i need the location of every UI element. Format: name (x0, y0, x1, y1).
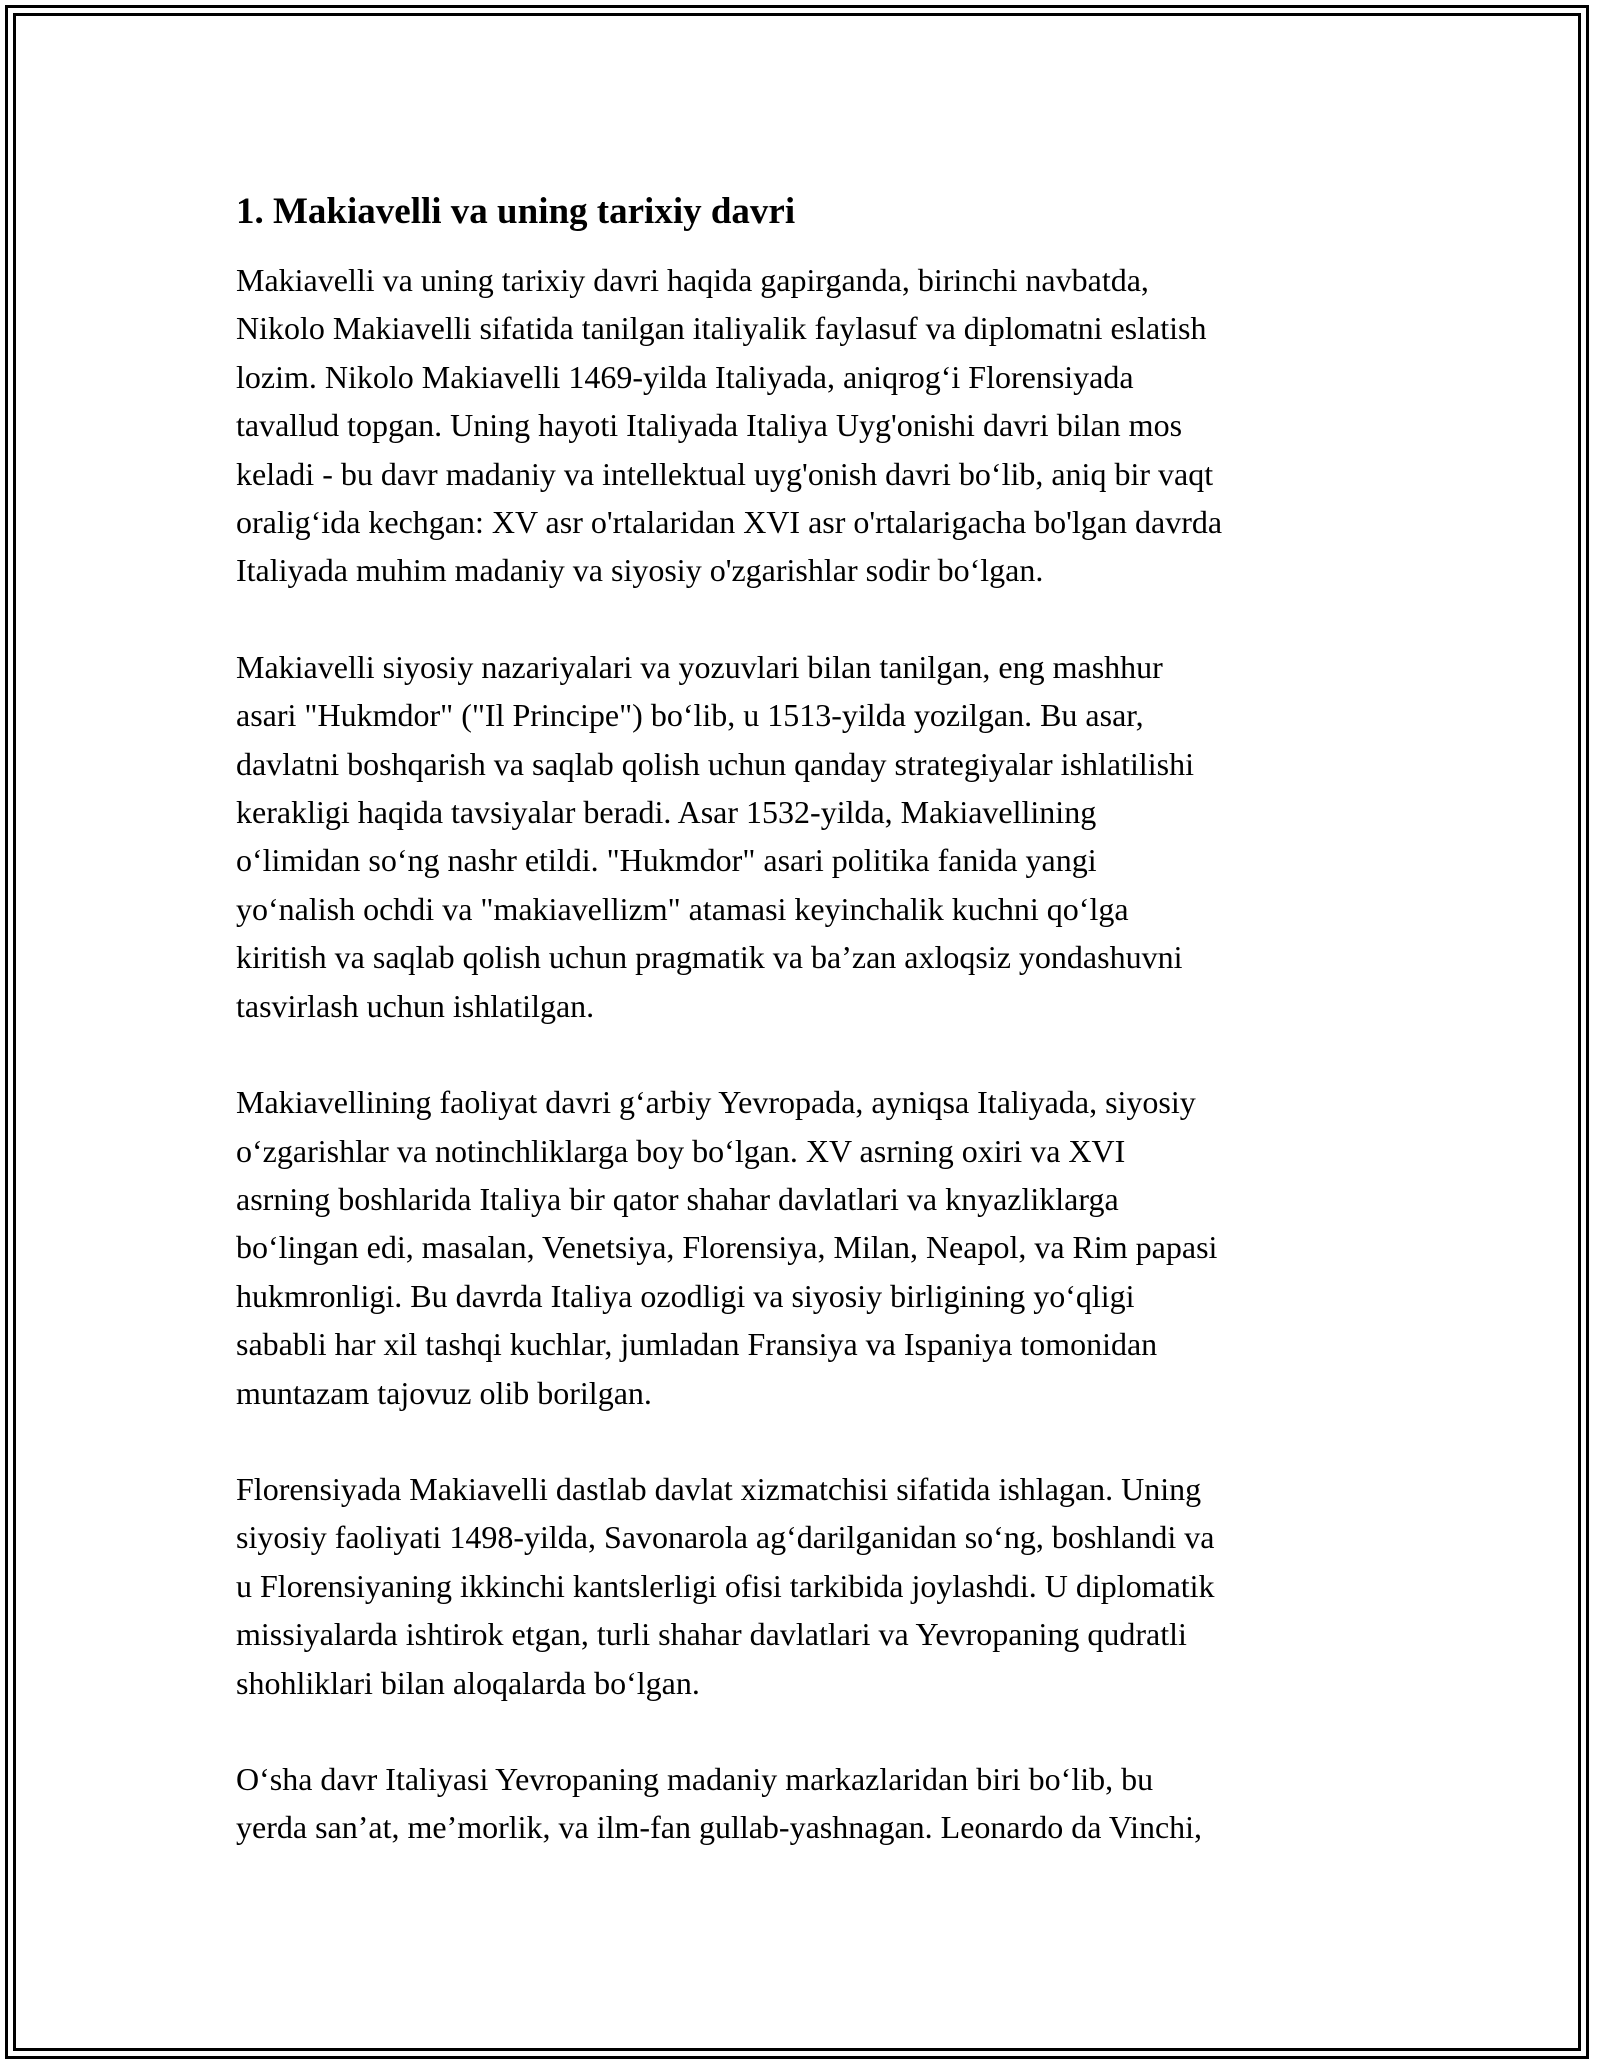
paragraph-4 (236, 1465, 1386, 1707)
text-line: tasvirlash uchun ishlatilgan. (236, 987, 595, 1024)
text-line: Makiavelli siyosiy nazariyalari va yozuvlari bilan tanilgan, eng mashhur (236, 648, 1163, 685)
text-line: Nikolo Makiavelli sifatida tanilgan italiyalik faylasuf va diplomatni eslatish (236, 310, 1207, 347)
text-line: keladi - bu davr madaniy va intellektual uyg'onish davri bo‘lib, aniq bir vaqt (236, 455, 1214, 492)
text-line: yo‘nalish ochdi va "makiavellizm" atamasi keyinchalik kuchni qo‘lga (236, 890, 1129, 927)
document-body (236, 188, 1386, 1900)
text-line: oralig‘ida kechgan: XV asr o'rtalaridan XVI asr o'rtalarigacha bo'lgan davrda (236, 504, 1223, 541)
text-line: sababli har xil tashqi kuchlar, jumladan Fransiya va Ispaniya tomonidan (236, 1326, 1158, 1363)
text-line: bo‘lingan edi, masalan, Venetsiya, Florensiya, Milan, Neapol, va Rim papasi (236, 1229, 1218, 1266)
text-line: Italiyada muhim madaniy va siyosiy o'zgarishlar sodir bo‘lgan. (236, 552, 1044, 589)
text-line: Makiavellining faoliyat davri g‘arbiy Yevropada, ayniqsa Italiyada, siyosiy (236, 1084, 1196, 1121)
text-line: O‘sha davr Italiyasi Yevropaning madaniy markazlaridan biri bo‘lib, bu (236, 1760, 1154, 1797)
paragraph-5 (236, 1755, 1386, 1852)
text-line: davlatni boshqarish va saqlab qolish uchun qanday strategiyalar ishlatilishi (236, 745, 1195, 782)
text-line: kerakligi haqida tavsiyalar beradi. Asar 1532-yilda, Makiavellining (236, 794, 1097, 831)
text-line: Makiavelli va uning tarixiy davri haqida gapirganda, birinchi navbatda, (236, 262, 1149, 298)
text-line: yerda san’at, me’morlik, va ilm-fan gullab-yashnagan. Leonardo da Vinchi, (236, 1809, 1203, 1846)
text-line: kiritish va saqlab qolish uchun pragmatik va ba’zan axloqsiz yondashuvni (236, 939, 1183, 976)
paragraph-3 (236, 1078, 1386, 1417)
section-heading: 1. Makiavelli va uning tarixiy davri (236, 191, 796, 232)
text-line: lozim. Nikolo Makiavelli 1469-yilda Italiyada, aniqrog‘i Florensiyada (236, 358, 1134, 395)
paragraph-1 (236, 256, 1386, 595)
text-line: missiyalarda ishtirok etgan, turli shahar davlatlari va Yevropaning qudratli (236, 1616, 1187, 1653)
text-line: o‘zgarishlar va notinchliklarga boy bo‘lgan. XV asrning oxiri va XVI (236, 1132, 1126, 1169)
text-line: Florensiyada Makiavelli dastlab davlat xizmatchisi sifatida ishlagan. Uning (236, 1470, 1202, 1507)
text-line: shohliklari bilan aloqalarda bo‘lgan. (236, 1664, 700, 1701)
text-line: u Florensiyaning ikkinchi kantslerligi ofisi tarkibida joylashdi. U diplomatik (236, 1567, 1215, 1604)
text-line: tavallud topgan. Uning hayoti Italiyada Italiya Uyg'onishi davri bilan mos (236, 407, 1183, 444)
text-line: asrning boshlarida Italiya bir qator shahar davlatlari va knyazliklarga (236, 1180, 1119, 1217)
text-line: muntazam tajovuz olib borilgan. (236, 1374, 652, 1411)
text-line: hukmronligi. Bu davrda Italiya ozodligi va siyosiy birligining yo‘qligi (236, 1277, 1135, 1314)
text-line: asari "Hukmdor" ("Il Principe") bo‘lib, u 1513-yilda yozilgan. Bu asar, (236, 697, 1144, 734)
paragraph-2 (236, 643, 1386, 1030)
text-line: o‘limidan so‘ng nashr etildi. "Hukmdor" asari politika fanida yangi (236, 842, 1097, 879)
text-line: siyosiy faoliyati 1498-yilda, Savonarola ag‘darilganidan so‘ng, boshlandi va (236, 1519, 1215, 1556)
